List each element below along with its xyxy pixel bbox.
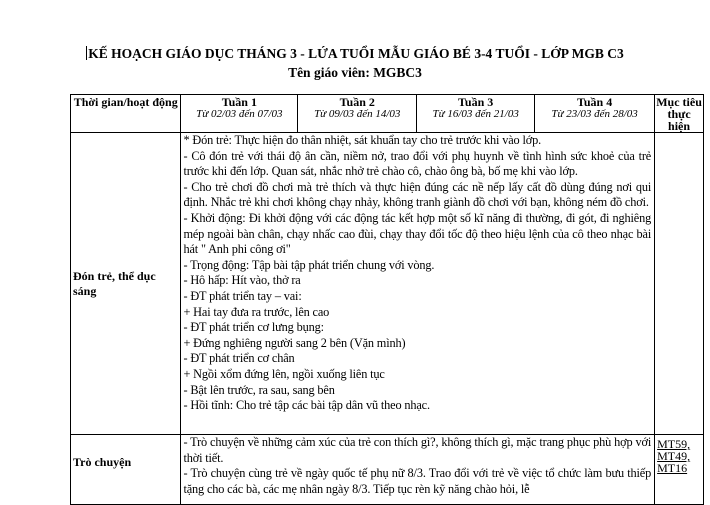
row-goals xyxy=(655,435,704,505)
goal-link[interactable]: MT59, xyxy=(657,437,691,451)
header-goal: Mục tiêu thực hiện xyxy=(656,95,702,133)
table-row xyxy=(71,133,704,435)
row-content: * Đón trẻ: Thực hiện đo thân nhiệt, sát khuẩn tay cho trẻ trước khi vào lớp. - Cô đón trẻ với thái độ ân cần, niềm nở, trao đổi với phụ huynh về tình hình sức khoẻ của trẻ trước khi đến lớp. Quan sát, nhắc nhở trẻ chào cô, chào ông bà, bố mẹ khi vào lớp. - Cho trẻ chơi đồ chơi mà trẻ thích và thực hiện đúng các nề nếp lấy cất đồ dùng đúng nơi qui định. Nhắc trẻ khi chơi không chạy nhảy, không tranh giành đồ chơi với bạn, không ném đồ chơi. - Khởi động: Đi khởi động với các động tác kết hợp một số kĩ năng đi thường, đi gót, đi nghiêng mép ngoài bàn chân, chạy nhấc cao đùi, chạy thay đổi tốc độ theo hiệu lệnh của cô theo nhạc bài hát " Anh phi công ơi" - Trọng động: Tập bài tập phát triển chung với vòng. - Hô hấp: Hít vào, thở ra - ĐT phát triển tay – vai: + Hai tay đưa ra trước, lên cao - ĐT phát triển cơ lưng bụng: + Đứng nghiêng người sang 2 bên (Vặn mình) - ĐT phát triển cơ chân + Ngồi xổm đứng lên, ngồi xuống liên tục - Bật lên trước, ra sau, sang bên - Hồi tĩnh: Cho trẻ tập các bài tập dân vũ theo nhạc. xyxy=(181,133,655,435)
header-week-3: Tuần 3 Từ 16/03 đến 21/03 xyxy=(417,95,535,133)
goal-link[interactable]: MT16 xyxy=(657,461,688,475)
row-content: - Trò chuyện về những cảm xúc của trẻ con thích gì?, không thích gì, mặc trang phục phù hợp với thời tiết. - Trò chuyện cùng trẻ về ngày quốc tế phụ nữ 8/3. Trao đổi với trẻ về việc tổ chức làm bưu thiếp tặng cho các bà, các mẹ nhân ngày 8/3. Tiếp tục rèn kỹ năng chào hỏi, lễ xyxy=(181,435,655,505)
header-week-1: Tuần 1 Từ 02/03 đến 07/03 xyxy=(181,95,298,133)
table-row xyxy=(71,435,704,505)
row-label: Trò chuyện xyxy=(71,435,181,505)
goal-link[interactable]: MT49, xyxy=(657,449,691,463)
row-goals xyxy=(655,133,704,435)
header-week-4: Tuần 4 Từ 23/03 đến 28/03 xyxy=(535,95,655,133)
header-activity: Thời gian/hoạt động xyxy=(71,95,181,133)
teacher-name: Tên giáo viên: MGBC3 xyxy=(288,65,422,80)
plan-table xyxy=(70,94,704,505)
page-title: KẾ HOẠCH GIÁO DỤC THÁNG 3 - LỨA TUỔI MẪU GIÁO BÉ 3-4 TUỔI - LỚP MGB C3 xyxy=(88,46,624,61)
row-label: Đón trẻ, thể dục sáng xyxy=(71,133,181,435)
header-week-2: Tuần 2 Từ 09/03 đến 14/03 xyxy=(298,95,417,133)
